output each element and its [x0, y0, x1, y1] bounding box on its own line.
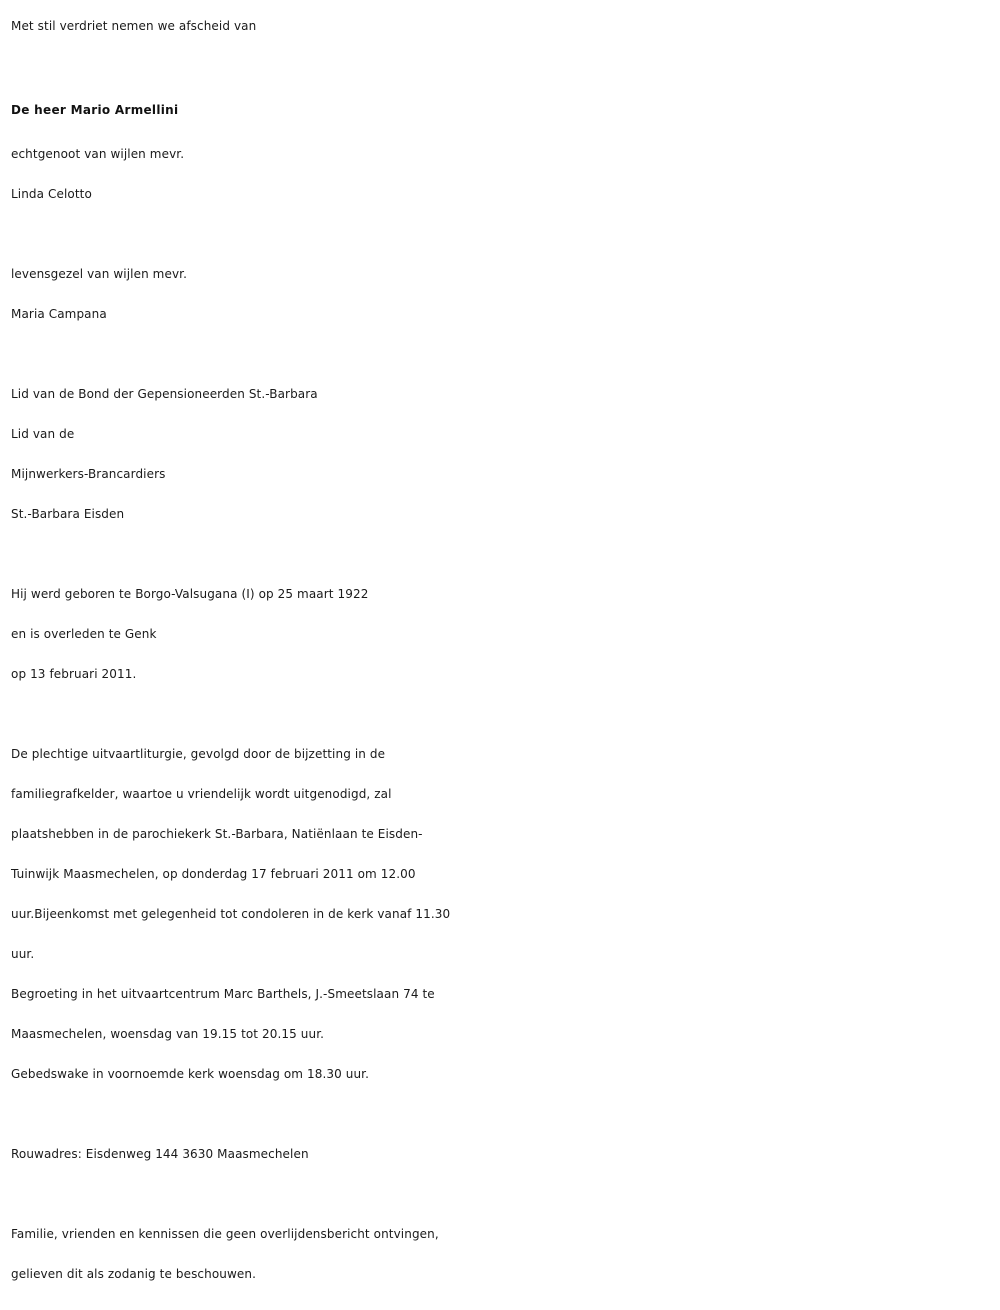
closing-line: Familie, vrienden en kennissen die geen overlijdensbericht ontvingen,	[11, 1227, 439, 1241]
spouse-line-1: echtgenoot van wijlen mevr.	[11, 147, 185, 161]
ceremony-line: plaatshebben in de parochiekerk St.-Barbara, Natiënlaan te Eisden-	[11, 827, 423, 841]
closing-line: gelieven dit als zodanig te beschouwen.	[11, 1267, 256, 1281]
deceased-name: De heer Mario Armellini	[11, 103, 179, 117]
membership-line: Lid van de	[11, 427, 75, 441]
spacer	[11, 214, 991, 254]
mourning-address: Rouwadres: Eisdenweg 144 3630 Maasmechelen	[11, 1147, 309, 1161]
membership-line: Mijnwerkers-Brancardiers	[11, 467, 166, 481]
spacer	[11, 534, 991, 574]
ceremony-line: De plechtige uitvaartliturgie, gevolgd door de bijzetting in de	[11, 747, 386, 761]
membership-line: St.-Barbara Eisden	[11, 507, 125, 521]
ceremony-line: Tuinwijk Maasmechelen, op donderdag 17 februari 2011 om 12.00	[11, 867, 416, 881]
membership-line: Lid van de Bond der Gepensioneerden St.-Barbara	[11, 387, 318, 401]
ceremony-line: uur.	[11, 947, 35, 961]
ceremony-line: Begroeting in het uitvaartcentrum Marc Barthels, J.-Smeetslaan 74 te	[11, 987, 435, 1001]
birth-death-line: Hij werd geboren te Borgo-Valsugana (I) op 25 maart 1922	[11, 587, 369, 601]
partner-line-2: Maria Campana	[11, 307, 107, 321]
ceremony-line: familiegrafkelder, waartoe u vriendelijk wordt uitgenodigd, zal	[11, 787, 392, 801]
ceremony-line: Gebedswake in voornoemde kerk woensdag om 18.30 uur.	[11, 1067, 370, 1081]
spacer	[11, 1094, 991, 1134]
partner-line-1: levensgezel van wijlen mevr.	[11, 267, 188, 281]
spouse-line-2: Linda Celotto	[11, 187, 92, 201]
spacer	[11, 334, 991, 374]
intro-text: Met stil verdriet nemen we afscheid van	[11, 19, 257, 33]
death-notice	[11, 6, 991, 1294]
ceremony-line: uur.Bijeenkomst met gelegenheid tot condoleren in de kerk vanaf 11.30	[11, 907, 451, 921]
spacer	[11, 46, 991, 86]
spacer	[11, 694, 991, 734]
birth-death-line: op 13 februari 2011.	[11, 667, 137, 681]
ceremony-line: Maasmechelen, woensdag van 19.15 tot 20.15 uur.	[11, 1027, 325, 1041]
spacer	[11, 1174, 991, 1214]
birth-death-line: en is overleden te Genk	[11, 627, 157, 641]
